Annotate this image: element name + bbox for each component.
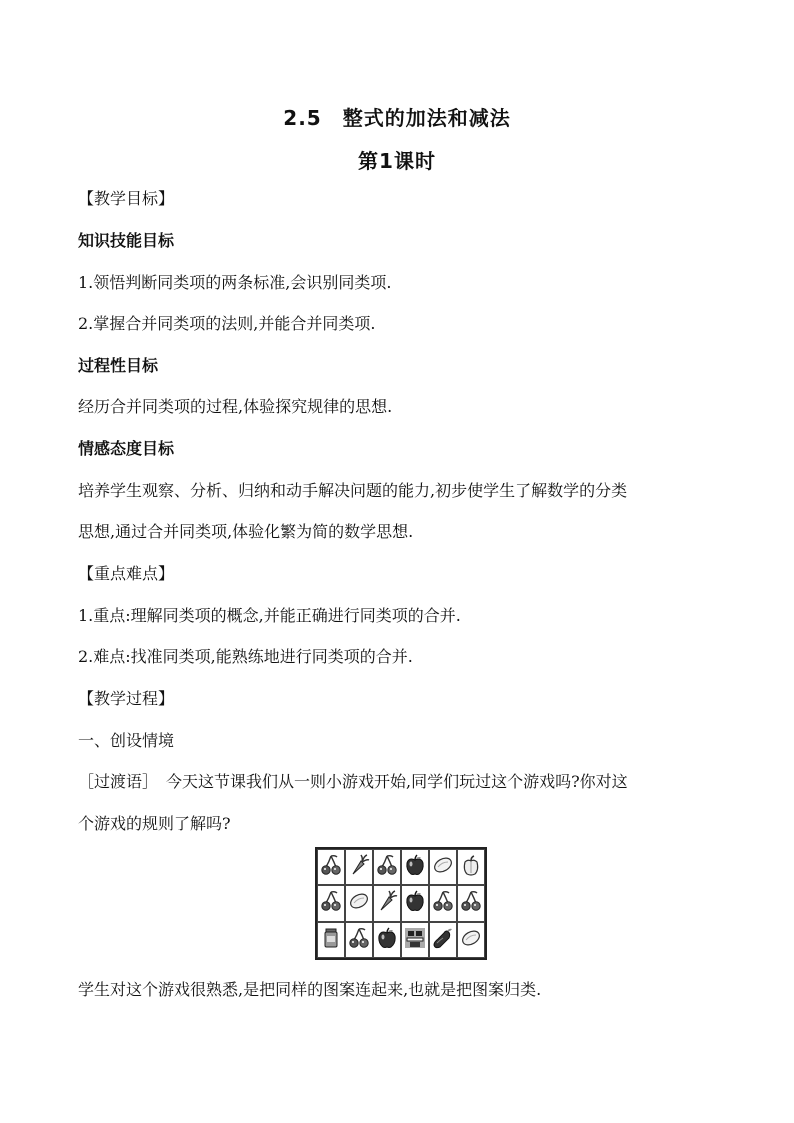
page-title: 2.5 整式的加法和减法 <box>283 106 511 130</box>
conclusion-text: 学生对这个游戏很熟悉,是把同样的图案连起来,也就是把图案归类. <box>78 980 542 999</box>
knowledge-header: 知识技能目标 <box>78 231 175 250</box>
transition-line-b: 个游戏的规则了解吗? <box>78 814 231 833</box>
game-tile <box>345 922 373 958</box>
emotion-header: 情感态度目标 <box>78 439 175 458</box>
apple-icon <box>403 889 427 917</box>
game-tile <box>401 885 429 921</box>
emotion-item-1b: 思想,通过合并同类项,体验化繁为简的数学思想. <box>78 522 414 541</box>
eggplant-icon <box>431 926 455 954</box>
robot-icon <box>403 926 427 954</box>
cherry-icon <box>319 889 343 917</box>
step-1-heading: 一、创设情境 <box>78 731 175 750</box>
emotion-item-1a: 培养学生观察、分析、归纳和动手解决问题的能力,初步使学生了解数学的分类 <box>78 481 628 500</box>
game-tile <box>317 885 345 921</box>
game-tile <box>401 922 429 958</box>
lemon-icon <box>459 926 483 954</box>
game-tile <box>429 885 457 921</box>
cherry-icon <box>319 853 343 881</box>
game-tile <box>317 849 345 885</box>
game-tile <box>345 885 373 921</box>
game-tile <box>317 922 345 958</box>
game-tile <box>373 849 401 885</box>
key-item-2: 2.难点:找准同类项,能熟练地进行同类项的合并. <box>78 647 413 666</box>
cherry-icon <box>375 853 399 881</box>
process-header: 过程性目标 <box>78 356 159 375</box>
key-item-1: 1.重点:理解同类项的概念,并能正确进行同类项的合并. <box>78 606 461 625</box>
goals-header: 【教学目标】 <box>78 189 175 208</box>
apple-icon <box>403 853 427 881</box>
carrot-icon <box>347 853 371 881</box>
lemon-icon <box>347 889 371 917</box>
pepper-icon <box>459 853 483 881</box>
lemon-icon <box>431 853 455 881</box>
transition-line-a: ［过渡语］ 今天这节课我们从一则小游戏开始,同学们玩过这个游戏吗?你对这 <box>78 772 628 791</box>
cherry-icon <box>459 889 483 917</box>
game-tile <box>401 849 429 885</box>
game-tile <box>345 849 373 885</box>
game-tile <box>429 849 457 885</box>
apple-icon <box>375 926 399 954</box>
knowledge-item-1: 1.领悟判断同类项的两条标准,会识别同类项. <box>78 273 392 292</box>
game-tile <box>373 885 401 921</box>
cherry-icon <box>347 926 371 954</box>
process-item-1: 经历合并同类项的过程,体验探究规律的思想. <box>78 397 393 416</box>
matching-game-image <box>315 847 487 960</box>
page-subtitle: 第1课时 <box>358 149 436 173</box>
cherry-icon <box>431 889 455 917</box>
process-main-header: 【教学过程】 <box>78 689 175 708</box>
jar-icon <box>319 926 343 954</box>
game-tile <box>429 922 457 958</box>
game-tile <box>373 922 401 958</box>
game-tile <box>457 922 485 958</box>
carrot-icon <box>375 889 399 917</box>
knowledge-item-2: 2.掌握合并同类项的法则,并能合并同类项. <box>78 314 376 333</box>
key-header: 【重点难点】 <box>78 564 175 583</box>
game-tile <box>457 885 485 921</box>
game-tile <box>457 849 485 885</box>
